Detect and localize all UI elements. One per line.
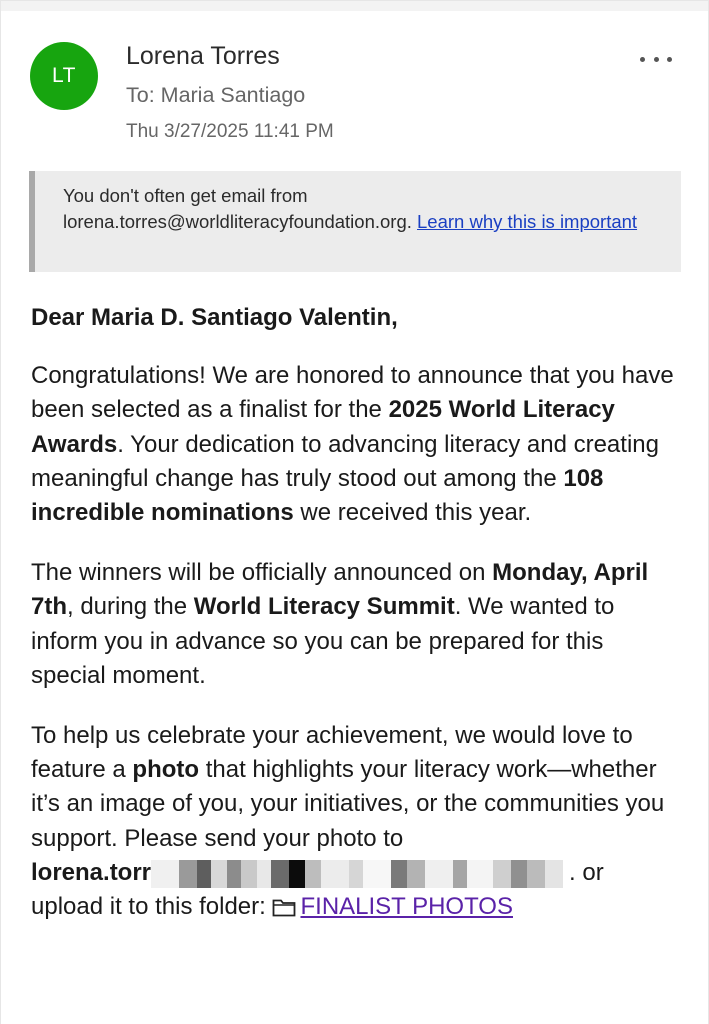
p3-text: that highlights your literacy work—whether it’s an image of you, your initiatives, or the communities you support. Please send your photo to (31, 756, 665, 852)
more-horizontal-icon-dot (654, 57, 659, 62)
p1-text: Congratulations! We are honored to announce that you have been selected as a finalist for the (31, 362, 674, 424)
top-strip (1, 1, 708, 11)
paragraph-announcement (31, 556, 681, 693)
paragraph-photo-request (31, 719, 681, 924)
award-name: 2025 World Literacy Awards (31, 396, 615, 458)
nomination-count: 108 incredible nominations (31, 464, 604, 527)
email-header (29, 39, 680, 149)
more-options-button[interactable] (640, 47, 672, 71)
finalist-photos-link[interactable]: FINALIST PHOTOS (300, 893, 513, 921)
recipient-line: To: Maria Santiago (126, 83, 306, 107)
warning-text: You don't often get email from lorena.torres@worldliteracyfoundation.org. (63, 185, 412, 232)
p1-text: . Your dedication to advancing literacy and creating meaningful change has truly stood out among the (31, 430, 659, 492)
p2-text: , during the (67, 593, 194, 621)
sender-name[interactable]: Lorena Torres (126, 42, 280, 70)
paragraph-congratulations (31, 359, 681, 530)
email-body (31, 301, 681, 924)
external-sender-warning (29, 171, 681, 272)
more-horizontal-icon (640, 57, 645, 62)
p3-text: To help us celebrate your achievement, we would love to feature a (31, 722, 633, 784)
redacted-email-area (151, 860, 569, 888)
announcement-date: Monday, April 7th (31, 559, 649, 621)
sender-avatar[interactable] (30, 42, 98, 110)
event-name: World Literacy Summit (193, 593, 455, 621)
p2-text: The winners will be officially announced on (31, 559, 493, 587)
upload-instruction: upload it to this folder: (31, 893, 273, 921)
greeting: Dear Maria D. Santiago Valentin, (31, 304, 398, 331)
photo-emphasis: photo (132, 756, 200, 784)
sent-date: Thu 3/27/2025 11:41 PM (126, 121, 334, 142)
p1-text: we received this year. (293, 499, 532, 527)
photo-email-address[interactable]: lorena.torr (31, 858, 152, 886)
p3-text: . or (569, 858, 604, 886)
avatar-initials: LT (52, 64, 76, 87)
folder-icon (272, 893, 296, 913)
learn-why-link[interactable]: Learn why this is important (417, 211, 638, 232)
more-horizontal-icon-dot (667, 57, 672, 62)
p2-text: . We wanted to inform you in advance so you can be prepared for this special moment. (31, 593, 615, 689)
